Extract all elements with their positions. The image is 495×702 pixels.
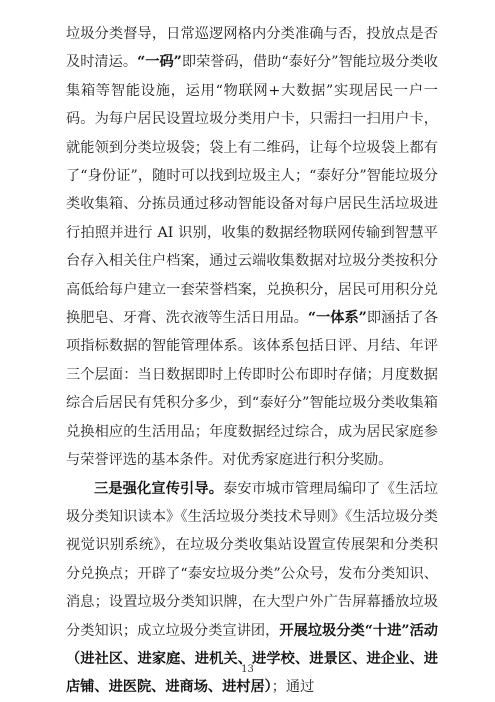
text-run: 泰安市城市管理局编印了《生活垃圾分类知识读本》《生活垃圾分类技术导则》《生活垃圾分类视觉识别系统》，在垃圾分类收集站设置宣传展架和分类积分兑换点；开辟了“泰安垃圾分类”公众号，发布分类知识、消息；设置垃圾分类知识牌，在大型户外广告屏幕播放垃圾分类知识；成立垃圾分类宣讲团，: [66, 480, 438, 639]
body-text: [66, 20, 438, 702]
text-run: 即涵括了各项指标数据的智能管理体系。该体系包括日评、月结、年评三个层面：当日数据即时上传即时公布即时存储；月度数据综合后居民有凭积分多少，到“泰好分”智能垃圾分类收集箱兑换相应的生活用品；年度数据经过综合，成为居民家庭参与荣誉评选的基本条件。对优秀家庭进行积分奖励。: [66, 310, 438, 469]
text-run: 即荣誉码，借助“泰好分”智能垃圾分类收集箱等智能设施，运用“物联网+大数据”实现居民一户一码。为每户居民设置垃圾分类用户卡，只需扫一扫用户卡，就能领到分类垃圾袋；袋上有二维码，让每个垃圾袋上都有了“身份证”，随时可以找到垃圾主人；“泰好分”智能垃圾分类收集箱、分拣员通过移动智能设备对每户居民生活垃圾进行拍照并进行 AI 识别，收集的数据经物联网传输到智慧平台存入相关住户档案，通过云端收集数据对垃圾分类按积分高低给每户建立一套荣誉档案，兑换积分，居民可用积分兑换肥皂、牙膏、洗衣液等生活日用品。: [66, 54, 438, 327]
bold-term-one-system: “一体系”: [307, 310, 367, 327]
text-run: ；通过: [271, 679, 315, 696]
text-run: 垃圾分类督导，日常巡逻网格内分类准确与否，投放点是否及时清运。: [66, 26, 438, 71]
bold-term-one-code: “一码”: [137, 54, 182, 71]
page-number: 13: [241, 664, 254, 675]
paragraph-smart-classification: [66, 20, 438, 475]
bold-heading-publicity: 三是强化宣传引导。: [94, 480, 224, 497]
bold-term-ten-entries: 开展垃圾分类“十进”活动（进社区、进家庭、进机关、进学校、进景区、进企业、进店铺、进医院、进商场、进村居）: [66, 622, 438, 696]
